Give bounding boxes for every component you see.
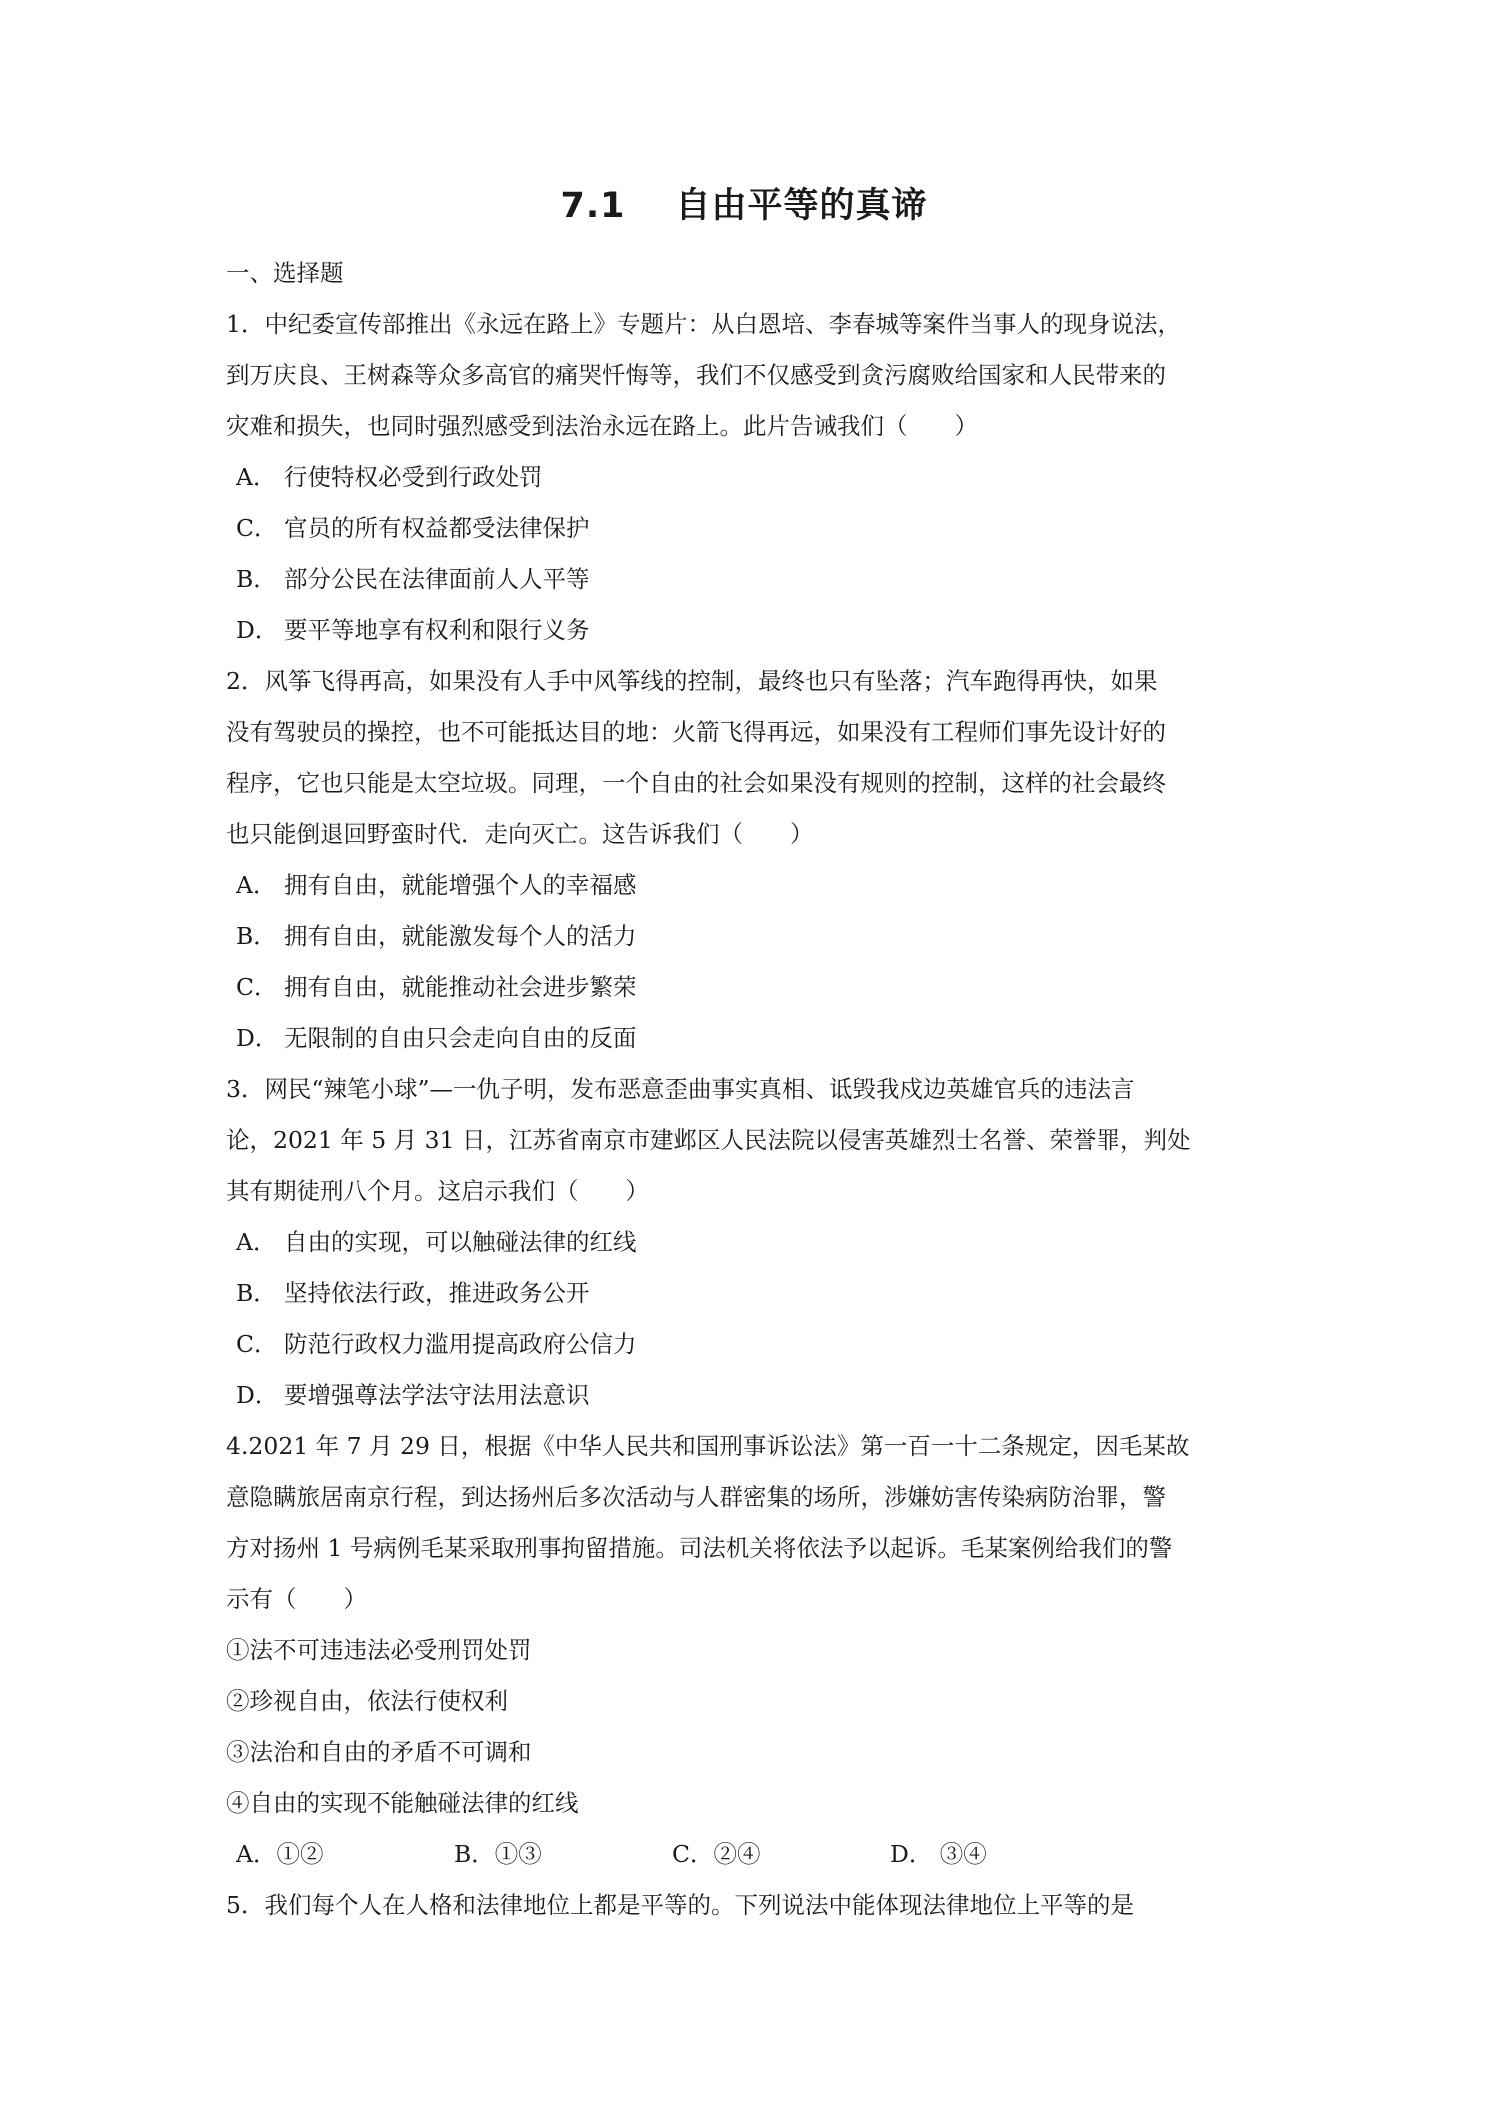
- question-4-statement-2: ②珍视自由，依法行使权利: [226, 1687, 508, 1715]
- question-3: [226, 1064, 1276, 1421]
- title-number: 7.1: [560, 186, 626, 226]
- question-3-line-2: 论，2021 年 5 月 31 日，江苏省南京市建邺区人民法院以侵害英雄烈士名誉、荣誉罪，判处: [226, 1126, 1191, 1154]
- question-2: [226, 656, 1276, 1064]
- question-4-line-3: 方对扬州 1 号病例毛某采取刑事拘留措施。司法机关将依法予以起诉。毛某案例给我们的警: [226, 1534, 1173, 1562]
- question-1-option-d: D． 要平等地享有权利和限行义务: [236, 616, 590, 644]
- question-1: [226, 299, 1276, 656]
- question-3-option-a: A． 自由的实现，可以触碰法律的红线: [236, 1228, 637, 1256]
- question-4-line-2: 意隐瞒旅居南京行程，到达扬州后多次活动与人群密集的场所，涉嫌妨害传染病防治罪，警: [226, 1483, 1166, 1511]
- question-4-line-1: 4.2021 年 7 月 29 日，根据《中华人民共和国刑事诉讼法》第一百一十二条规定，因毛某故: [226, 1432, 1190, 1460]
- document-body: [226, 248, 1276, 1931]
- question-3-line-3: 其有期徒刑八个月。这启示我们（ ）: [226, 1177, 649, 1205]
- question-2-line-1: 2．风筝飞得再高，如果没有人手中风筝线的控制，最终也只有坠落；汽车跑得再快，如果: [226, 667, 1158, 695]
- question-5-line-1: 5．我们每个人在人格和法律地位上都是平等的。下列说法中能体现法律地位上平等的是: [226, 1891, 1134, 1919]
- question-4-option-d: D． ③④: [890, 1840, 987, 1868]
- question-4-statement-1: ①法不可违违法必受刑罚处罚: [226, 1636, 532, 1664]
- question-3-line-1: 3．网民“辣笔小球”—一仇子明，发布恶意歪曲事实真相、诋毁我戍边英雄官兵的违法言: [226, 1075, 1135, 1103]
- question-3-option-d: D． 要增强尊法学法守法用法意识: [236, 1381, 590, 1409]
- question-2-line-3: 程序，它也只能是太空垃圾。同理，一个自由的社会如果没有规则的控制，这样的社会最终: [226, 769, 1166, 797]
- question-4-statement-4: ④自由的实现不能触碰法律的红线: [226, 1789, 579, 1817]
- page-title: [0, 178, 1488, 228]
- question-2-line-2: 没有驾驶员的操控，也不可能抵达目的地：火箭飞得再远，如果没有工程师们事先设计好的: [226, 718, 1166, 746]
- question-4-options: [226, 1829, 1276, 1880]
- question-4: [226, 1421, 1276, 1880]
- question-2-option-d: D． 无限制的自由只会走向自由的反面: [236, 1024, 637, 1052]
- question-1-option-b: B． 部分公民在法律面前人人平等: [236, 565, 590, 593]
- question-4-option-c: C．②④: [672, 1840, 761, 1868]
- question-4-option-b: B．①③: [454, 1840, 542, 1868]
- question-2-option-c: C． 拥有自由，就能推动社会进步繁荣: [236, 973, 637, 1001]
- question-4-option-a: A．①②: [236, 1840, 324, 1868]
- question-4-statement-3: ③法治和自由的矛盾不可调和: [226, 1738, 532, 1766]
- question-2-option-b: B． 拥有自由，就能激发每个人的活力: [236, 922, 637, 950]
- question-5: [226, 1880, 1276, 1931]
- question-4-line-4: 示有（ ）: [226, 1585, 367, 1613]
- question-1-line-1: 1．中纪委宣传部推出《永远在路上》专题片：从白恩培、李春城等案件当事人的现身说法，: [226, 310, 1181, 338]
- question-1-line-3: 灾难和损失，也同时强烈感受到法治永远在路上。此片告诫我们（ ）: [226, 412, 978, 440]
- question-1-option-c: C． 官员的所有权益都受法律保护: [236, 514, 590, 542]
- section-heading: 一、选择题: [226, 259, 344, 287]
- question-1-line-2: 到万庆良、王树森等众多高官的痛哭忏悔等，我们不仅感受到贪污腐败给国家和人民带来的: [226, 361, 1166, 389]
- question-1-option-a: A． 行使特权必受到行政处罚: [236, 463, 543, 491]
- question-2-line-4: 也只能倒退回野蛮时代．走向灭亡。这告诉我们（ ）: [226, 820, 814, 848]
- question-3-option-c: C． 防范行政权力滥用提高政府公信力: [236, 1330, 637, 1358]
- question-2-option-a: A． 拥有自由，就能增强个人的幸福感: [236, 871, 637, 899]
- question-3-option-b: B． 坚持依法行政，推进政务公开: [236, 1279, 590, 1307]
- title-text: 自由平等的真谛: [675, 186, 928, 226]
